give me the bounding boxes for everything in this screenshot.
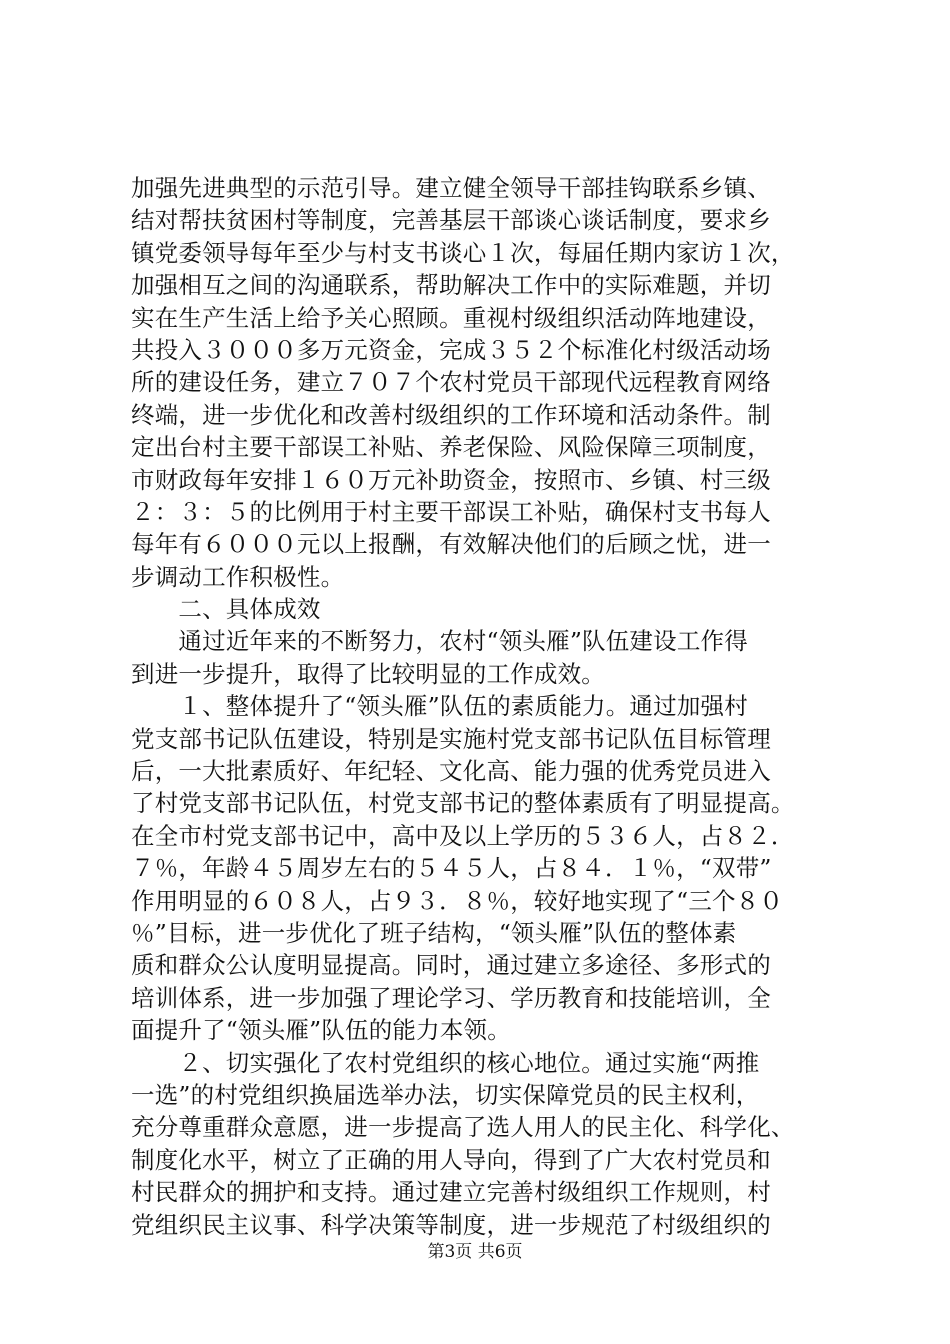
text-line: 加强相互之间的沟通联系，帮助解决工作中的实际难题，并切 [131, 271, 771, 300]
text-line: 了村党支部书记队伍，村党支部书记的整体素质有了明显提高。 [131, 789, 795, 818]
text-line: 面提升了“领头雁”队伍的能力本领。 [131, 1016, 511, 1045]
text-line: 步调动工作积极性。 [131, 562, 345, 591]
text-line: 实在生产生活上给予关心照顾。重视村级组织活动阵地建设， [131, 303, 771, 332]
text-line: 充分尊重群众意愿，进一步提高了选人用人的民主化、科学化、 [131, 1113, 795, 1142]
text-line: 加强先进典型的示范引导。建立健全领导干部挂钩联系乡镇、 [131, 174, 771, 202]
text-line: 终端，进一步优化和改善村级组织的工作环境和活动条件。制 [131, 400, 771, 429]
text-line: 通过近年来的不断努力，农村“领头雁”队伍建设工作得 [131, 627, 748, 656]
text-line: 党支部书记队伍建设，特别是实施村党支部书记队伍目标管理 [131, 724, 771, 753]
text-line: ％”目标，进一步优化了班子结构，“领头雁”队伍的整体素 [131, 918, 737, 947]
text-line: 每年有６０００元以上报酬，有效解决他们的后顾之忧，进一 [131, 530, 771, 559]
text-line: 作用明显的６０８人，占９３．８％，较好地实现了“三个８０ [131, 886, 784, 915]
text-line: 村民群众的拥护和支持。通过建立完善村级组织工作规则，村 [131, 1178, 771, 1207]
text-line: 后，一大批素质好、年纪轻、文化高、能力强的优秀党员进入 [131, 757, 771, 786]
text-line: 党组织民主议事、科学决策等制度，进一步规范了村级组织的 [131, 1210, 771, 1239]
text-line: １、整体提升了“领头雁”队伍的素质能力。通过加强村 [131, 692, 748, 721]
text-line: 共投入３０００多万元资金，完成３５２个标准化村级活动场 [131, 335, 771, 364]
text-line: 到进一步提升，取得了比较明显的工作成效。 [131, 659, 605, 688]
text-line: 所的建设任务，建立７０７个农村党员干部现代远程教育网络 [131, 368, 771, 397]
text-line: 市财政每年安排１６０万元补助资金，按照市、乡镇、村三级 [131, 465, 771, 494]
text-line: 质和群众公认度明显提高。同时，通过建立多途径、多形式的 [131, 951, 771, 980]
text-line: 定出台村主要干部误工补贴、养老保险、风险保障三项制度， [131, 433, 771, 462]
text-line: 镇党委领导每年至少与村支书谈心１次，每届任期内家访１次， [131, 238, 795, 267]
text-line: ２：３：５的比例用于村主要干部误工补贴，确保村支书每人 [131, 497, 771, 526]
text-line: 结对帮扶贫困村等制度，完善基层干部谈心谈话制度，要求乡 [131, 206, 771, 235]
text-line: 制度化水平，树立了正确的用人导向，得到了广大农村党员和 [131, 1145, 771, 1174]
text-line: 培训体系，进一步加强了理论学习、学历教育和技能培训，全 [131, 983, 771, 1012]
page-footer: 第3页 共6页 [427, 1242, 523, 1262]
text-line: 二、具体成效 [131, 595, 321, 624]
text-line: 在全市村党支部书记中，高中及以上学历的５３６人，占８２． [131, 821, 795, 850]
text-line: 一选”的村党组织换届选举办法，切实保障党员的民主权利， [131, 1080, 760, 1109]
text-line: ２、切实强化了农村党组织的核心地位。通过实施“两推 [131, 1048, 760, 1077]
text-line: ７％，年龄４５周岁左右的５４５人，占８４．１％，“双带” [131, 854, 772, 883]
body-text [131, 172, 831, 1241]
